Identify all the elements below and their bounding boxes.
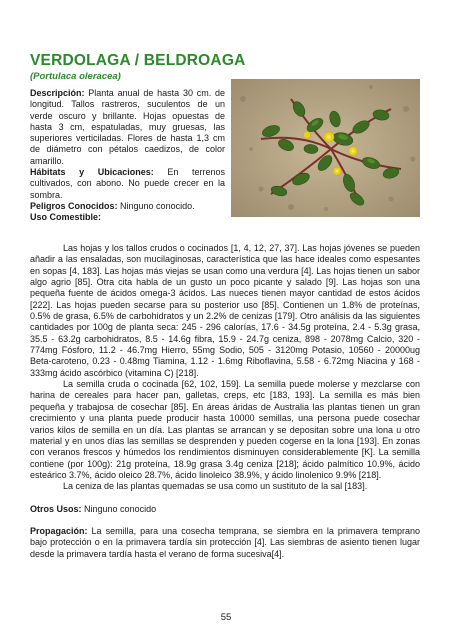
habitat-label: Hábitats y Ubicaciones: bbox=[30, 167, 154, 178]
edible-paragraph-ash: La ceniza de las plantas quemadas se usa como un sustituto de la sal [183]. bbox=[63, 481, 368, 492]
habitat-text: En terrenos cultivados, con abono. No puede crecer en la sombra. bbox=[30, 167, 225, 200]
section-spacer bbox=[30, 493, 420, 504]
scientific-name: (Portulaca oleracea) bbox=[30, 71, 121, 82]
edible-paragraph-leaves: Las hojas y los tallos crudos o cocinados [1, 4, 12, 27, 37]. Las hojas jóvenes se pueden añadir a las ensaladas, son mucilaginosas, característica que las hace ideales como espesantes en sopas [4, 183]. Las hojas más viejas se usan como una verdura [4]. Las hojas tienen un sabor algo agrio [85]. Otra cita habla de un gusto un poco picante y salado [9]. Las hojas son una pequeña fuente de ácidos omega-3 ácidos. Las nueces tienen mayor cantidad de estos ácidos [222]. Las hojas pueden secarse para su posterior uso [85]. Contienen un 1.8% de proteínas, 0.5% de grasa, 6.5% de carbohidratos y un 2.2% de cenizas [179]. Otro análisis da las siguientes cantidades por 100g de planta seca: 245 - 296 calorías, 17.6 - 34.5g proteína, 2.4 - 5.3g grasa, 35.5 - 63.2g carbohidratos, 8.5 - 14.6g fibra, 15.9 - 24.7g ceniza, 898 - 2078mg Calcio, 320 - 774mg Fósforo, 11.2 - 46.7mg Hierro, 55mg Sodio, 505 - 3120mg Potasio, 10560 - 20000ug Beta-caroteno, 0.23 - 0.48mg Tiamina, 1.12 - 1.6mg Riboflavina, 5.58 - 6.72mg Niacina y 168 - 333mg ácido ascórbico (vitamina C) [218]. bbox=[30, 243, 420, 378]
propagation-text: La semilla, para una cosecha temprana, se siembra en la primavera temprano bajo protección o en la primavera tardía sin protección [4]. Las siembras de asiento tienen lugar desde la primavera tardía hasta el verano de forma sucesiva[4]. bbox=[30, 525, 420, 559]
plant-photo bbox=[231, 79, 420, 217]
other-uses-section bbox=[30, 504, 420, 515]
description-text: Planta anual de hasta 30 cm. de longitud. Tallos rastreros, suculentos de un verde oscuro y brillante. Hojas opuestas de hasta 3 cm, espatuladas, muy gruesas, las superiores verticiladas. Flores de hasta 1,3 cm de diámetro con pétalos caedizos, de color amarillo. bbox=[30, 88, 225, 166]
page-title: VERDOLAGA / BELDROAGA bbox=[30, 52, 246, 69]
soil-background bbox=[231, 79, 420, 217]
edible-label: Uso Comestible: bbox=[30, 212, 102, 223]
section-spacer bbox=[30, 515, 420, 526]
hazards-text: Ninguno conocido. bbox=[120, 200, 195, 211]
other-uses-text: Ninguno conocido bbox=[84, 503, 157, 514]
description-label: Descripción: bbox=[30, 88, 85, 98]
propagation-section bbox=[30, 526, 420, 560]
propagation-label: Propagación: bbox=[30, 525, 88, 536]
description-column bbox=[30, 88, 225, 224]
edible-use-body bbox=[30, 243, 420, 560]
edible-paragraph-seeds: La semilla cruda o cocinada [62, 102, 159]. La semilla puede molerse y mezclarse con harina de cereales para hacer pan, galletas, creps, etc [183, 193]. La semilla es más bien pequeña y trabajosa de cosechar [85]. En áreas áridas de Australia las plantas tienen un gran crecimiento y una planta puede producir hasta 10000 semillas, una persona puede cosechar varios kilos de semilla en un día. Las plantas se arrancan y se depositan sobre una lona u otro material y en unos días las semillas se desprenden y pueden cogerse en la lona [193]. En zonas con veranos frescos y húmedos los rendimientos disminuyen considerablemente [K]. La semilla contiene (por 100g): 21g proteína, 18.9g grasa 3.4g ceniza [218]; ácido palmítico 10.9%, ácido esteárico 3.7%, ácido oleico 28.7%, ácido linoleico 38.9%, y ácido linolenico 9.9% [218]. bbox=[30, 379, 420, 480]
hazards-section bbox=[30, 201, 225, 212]
page-number: 55 bbox=[220, 612, 232, 623]
purslane-illustration bbox=[231, 79, 420, 217]
habitat-section bbox=[30, 167, 225, 201]
edible-heading bbox=[30, 212, 225, 223]
description-section bbox=[30, 88, 225, 167]
other-uses-label: Otros Usos: bbox=[30, 503, 82, 514]
hazards-label: Peligros Conocidos: bbox=[30, 200, 118, 211]
